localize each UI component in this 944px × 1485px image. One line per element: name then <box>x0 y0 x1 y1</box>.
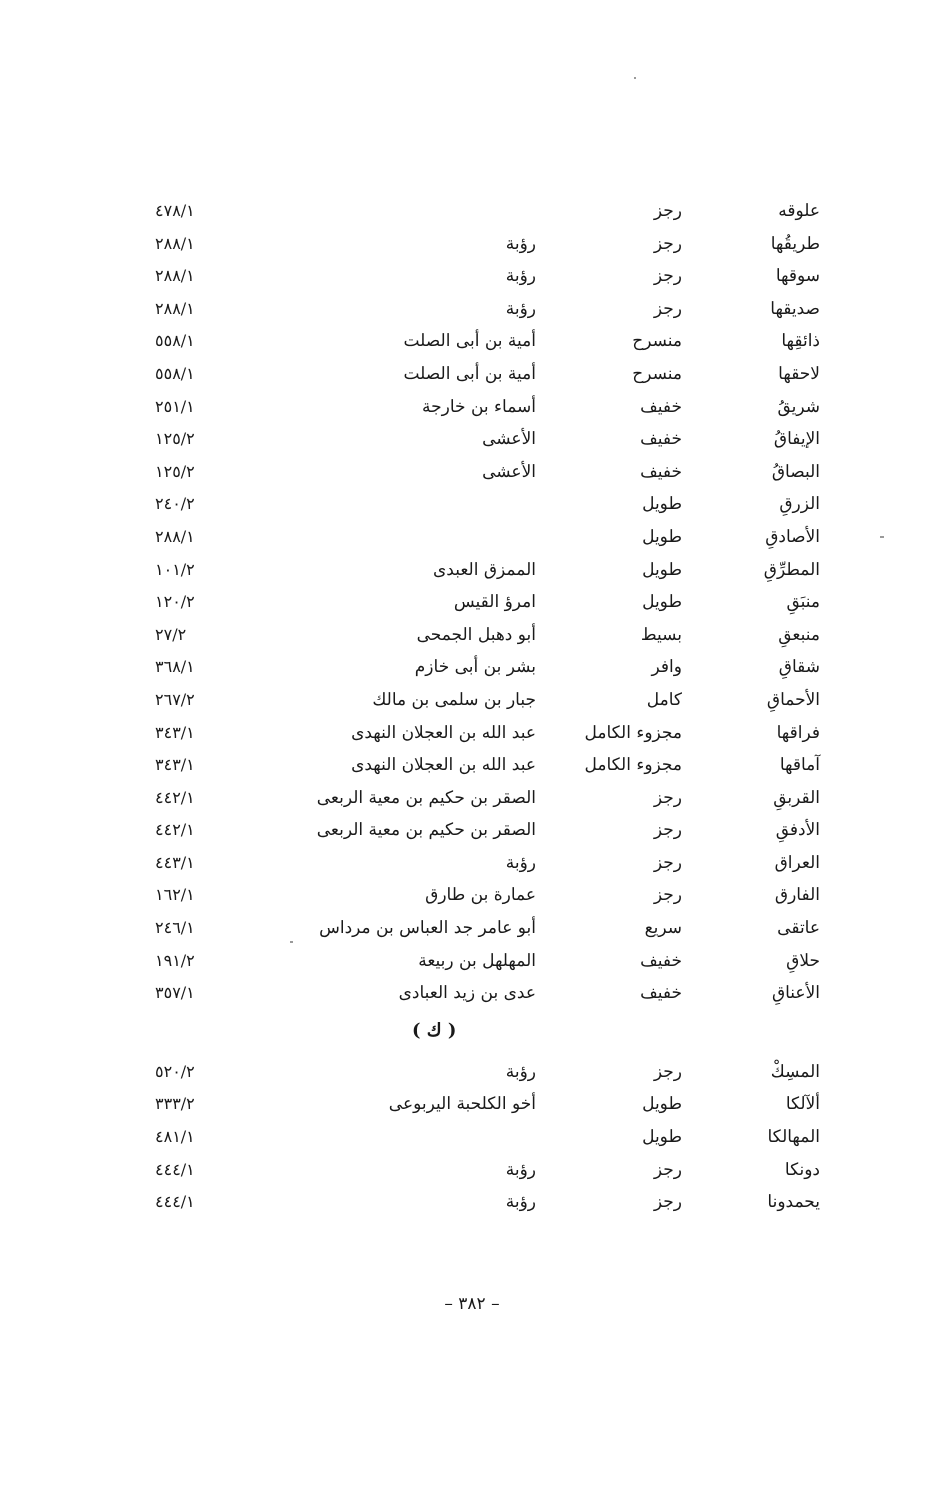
page-reference: ٥٢٠/٢ <box>155 1061 195 1081</box>
poet-name: أبو دهبل الجمحى <box>416 624 536 645</box>
meter-name: منسرح <box>632 363 682 384</box>
meter-name: سريع <box>644 918 682 939</box>
meter-name: رجز <box>653 1192 682 1213</box>
meter-name: رجز <box>653 266 682 287</box>
rhyme-word: القربقِ <box>773 787 820 808</box>
rhyme-word: عاتقى <box>777 918 820 939</box>
rhyme-word: طريقُها <box>770 233 820 254</box>
meter-name: خفيف <box>640 396 682 417</box>
poet-name: رؤبة <box>505 1192 536 1213</box>
index-row <box>0 879 944 912</box>
index-row <box>0 260 944 293</box>
index-row <box>0 717 944 750</box>
index-row <box>0 749 944 782</box>
poet-name: رؤبة <box>505 233 536 254</box>
index-row <box>0 228 944 261</box>
page-number: – ٣٨٢ – <box>444 1294 500 1314</box>
rhyme-group-kaf <box>0 1056 944 1219</box>
page-reference: ٢٧/٢ <box>155 624 187 644</box>
meter-name: خفيف <box>640 461 682 482</box>
index-row <box>0 423 944 456</box>
page-reference: ٢٤٠/٢ <box>155 494 195 514</box>
page-reference: ٢٤٦/١ <box>155 918 195 938</box>
page-reference: ٤٤٤/١ <box>155 1192 195 1212</box>
page-reference: ٢٨٨/١ <box>155 526 195 546</box>
rhyme-word: ألآلكا <box>785 1094 820 1115</box>
page-reference: ٤٤٢/١ <box>155 787 195 807</box>
scan-speck <box>290 941 293 943</box>
poet-name: رؤبة <box>505 852 536 873</box>
index-row <box>0 586 944 619</box>
poet-name: أمية بن أبى الصلت <box>403 363 536 384</box>
meter-name: مجزوء الكامل <box>584 755 682 776</box>
poet-name: عبد الله بن العجلان النهدى <box>351 722 536 743</box>
poet-name: عدى بن زيد العبادى <box>398 983 536 1004</box>
rhyme-word: آماقها <box>779 755 820 776</box>
rhyme-word: الأحماقِ <box>766 689 820 710</box>
rhyme-word: الأعناقِ <box>771 983 820 1004</box>
index-row <box>0 684 944 717</box>
page-reference: ١٠١/٢ <box>155 559 195 579</box>
meter-name: رجز <box>653 820 682 841</box>
rhyme-word: الأدفقِ <box>775 820 820 841</box>
page-reference: ٤٤٤/١ <box>155 1159 195 1179</box>
meter-name: طويل <box>642 592 682 613</box>
poet-name: رؤبة <box>505 1159 536 1180</box>
meter-name: طويل <box>642 526 682 547</box>
page-reference: ٣٤٣/١ <box>155 722 195 742</box>
index-row <box>0 814 944 847</box>
page-reference: ٣٥٧/١ <box>155 983 195 1003</box>
index-row <box>0 358 944 391</box>
page-reference: ١٦٢/١ <box>155 885 195 905</box>
index-row <box>0 1154 944 1187</box>
rhyme-word: الأصادقِ <box>765 526 820 547</box>
page-reference: ٣٣٣/٢ <box>155 1094 195 1114</box>
meter-name: رجز <box>653 885 682 906</box>
rhyme-word: البصاقُ <box>771 461 820 482</box>
poet-name: الصقر بن حكيم بن معية الربعى <box>316 820 536 841</box>
index-row <box>0 195 944 228</box>
page-reference: ٣٤٣/١ <box>155 755 195 775</box>
meter-name: رجز <box>653 201 682 221</box>
page-reference: ٥٥٨/١ <box>155 363 195 383</box>
rhyme-word: الفارق <box>774 885 820 906</box>
rhyme-word: سوقها <box>775 266 820 287</box>
poet-name: عبد الله بن العجلان النهدى <box>351 755 536 776</box>
meter-name: رجز <box>653 298 682 319</box>
poet-name: امرؤ القيس <box>453 592 536 613</box>
index-row <box>0 1056 944 1089</box>
poet-name: الأعشى <box>482 429 536 450</box>
rhyme-word: دونكا <box>784 1159 820 1180</box>
index-row <box>0 1088 944 1121</box>
rhyme-word: المهالكا <box>767 1127 820 1148</box>
page-reference: ٥٥٨/١ <box>155 331 195 351</box>
rhyme-word: شريقُ <box>777 396 820 417</box>
meter-name: منسرح <box>632 331 682 352</box>
poet-name: جبار بن سلمى بن مالك <box>372 689 536 710</box>
poet-name: عمارة بن طارق <box>425 885 536 906</box>
meter-name: رجز <box>653 1061 682 1082</box>
poet-name: أبو عامر جد العباس بن مرداس <box>319 918 536 939</box>
index-row <box>0 325 944 358</box>
rhyme-word: الإيفاقُ <box>773 429 820 450</box>
index-row <box>0 521 944 554</box>
page-reference: ٤٨١/١ <box>155 1127 195 1147</box>
meter-name: مجزوء الكامل <box>584 722 682 743</box>
section-heading-label: ( ك ) <box>412 1019 457 1041</box>
meter-name: طويل <box>642 1094 682 1115</box>
poet-name: أخو الكلحبة اليربوعى <box>388 1094 536 1115</box>
meter-name: رجز <box>653 1159 682 1180</box>
index-row <box>0 554 944 587</box>
poet-name: أمية بن أبى الصلت <box>403 331 536 352</box>
index-row <box>0 782 944 815</box>
index-row <box>0 293 944 326</box>
poet-name: رؤبة <box>505 298 536 319</box>
index-row <box>0 391 944 424</box>
index-row <box>0 847 944 880</box>
poet-name: رؤبة <box>505 266 536 287</box>
scan-speck <box>634 77 636 79</box>
page-reference: ١٢٥/٢ <box>155 461 195 481</box>
page-reference: ٢٦٧/٢ <box>155 689 195 709</box>
rhyme-word: الزرقِ <box>779 494 820 515</box>
meter-name: خفيف <box>640 950 682 971</box>
page-reference: ٢٨٨/١ <box>155 298 195 318</box>
meter-name: طويل <box>642 559 682 580</box>
meter-name: طويل <box>642 494 682 515</box>
rhyme-word: صديقها <box>770 298 820 319</box>
poet-name: المهلهل بن ربيعة <box>418 950 536 971</box>
rhyme-word: علوقه <box>778 201 820 221</box>
rhyme-word: المسِكْ <box>770 1061 820 1082</box>
rhyme-word: فراقها <box>776 722 820 743</box>
rhyme-group-qaf <box>0 195 944 1010</box>
meter-name: خفيف <box>640 429 682 450</box>
index-row <box>0 1186 944 1219</box>
poet-name: الأعشى <box>482 461 536 482</box>
meter-name: رجز <box>653 233 682 254</box>
rhyme-word: لاحقها <box>778 363 820 384</box>
page-reference: ٤٤٢/١ <box>155 820 195 840</box>
index-row <box>0 945 944 978</box>
rhyme-word: منبَقِ <box>786 592 820 613</box>
index-row <box>0 488 944 521</box>
index-row <box>0 1121 944 1154</box>
page-reference: ٤٤٣/١ <box>155 852 195 872</box>
poet-name: الممزق العبدى <box>433 559 536 580</box>
meter-name: طويل <box>642 1127 682 1148</box>
meter-name: بسيط <box>640 624 682 645</box>
index-row <box>0 977 944 1010</box>
poet-name: رؤبة <box>505 1061 536 1082</box>
index-row <box>0 912 944 945</box>
index-row <box>0 651 944 684</box>
rhyme-word: شقاقِ <box>778 657 820 678</box>
index-row <box>0 456 944 489</box>
page-reference: ٢٥١/١ <box>155 396 195 416</box>
page-reference: ١٢٠/٢ <box>155 592 195 612</box>
index-row <box>0 619 944 652</box>
poet-name: الصقر بن حكيم بن معية الربعى <box>316 787 536 808</box>
meter-name: رجز <box>653 852 682 873</box>
poet-name: أسماء بن خارجة <box>422 396 536 417</box>
page-reference: ٢٨٨/١ <box>155 233 195 253</box>
page-reference: ١٢٥/٢ <box>155 429 195 449</box>
rhyme-word: العراق <box>774 852 820 873</box>
rhyme-word: حلاقِ <box>786 950 820 971</box>
rhyme-word: منبعقِ <box>778 624 820 645</box>
meter-name: رجز <box>653 787 682 808</box>
page-reference: ٣٦٨/١ <box>155 657 195 677</box>
rhyme-word: المطرِّقِ <box>763 559 820 580</box>
poet-name: بشر بن أبى خازم <box>414 657 536 678</box>
page-reference: ١٩١/٢ <box>155 950 195 970</box>
section-heading-kaf <box>0 1010 944 1056</box>
scan-speck <box>880 536 884 538</box>
rhyme-word: يحمدونا <box>767 1192 820 1213</box>
meter-name: كامل <box>646 689 682 710</box>
page-reference: ٤٧٨/١ <box>155 201 195 220</box>
page-reference: ٢٨٨/١ <box>155 266 195 286</box>
meter-name: خفيف <box>640 983 682 1004</box>
rhyme-index-table <box>0 195 944 1219</box>
meter-name: وافر <box>651 657 682 678</box>
rhyme-word: ذائقِها <box>781 331 820 352</box>
